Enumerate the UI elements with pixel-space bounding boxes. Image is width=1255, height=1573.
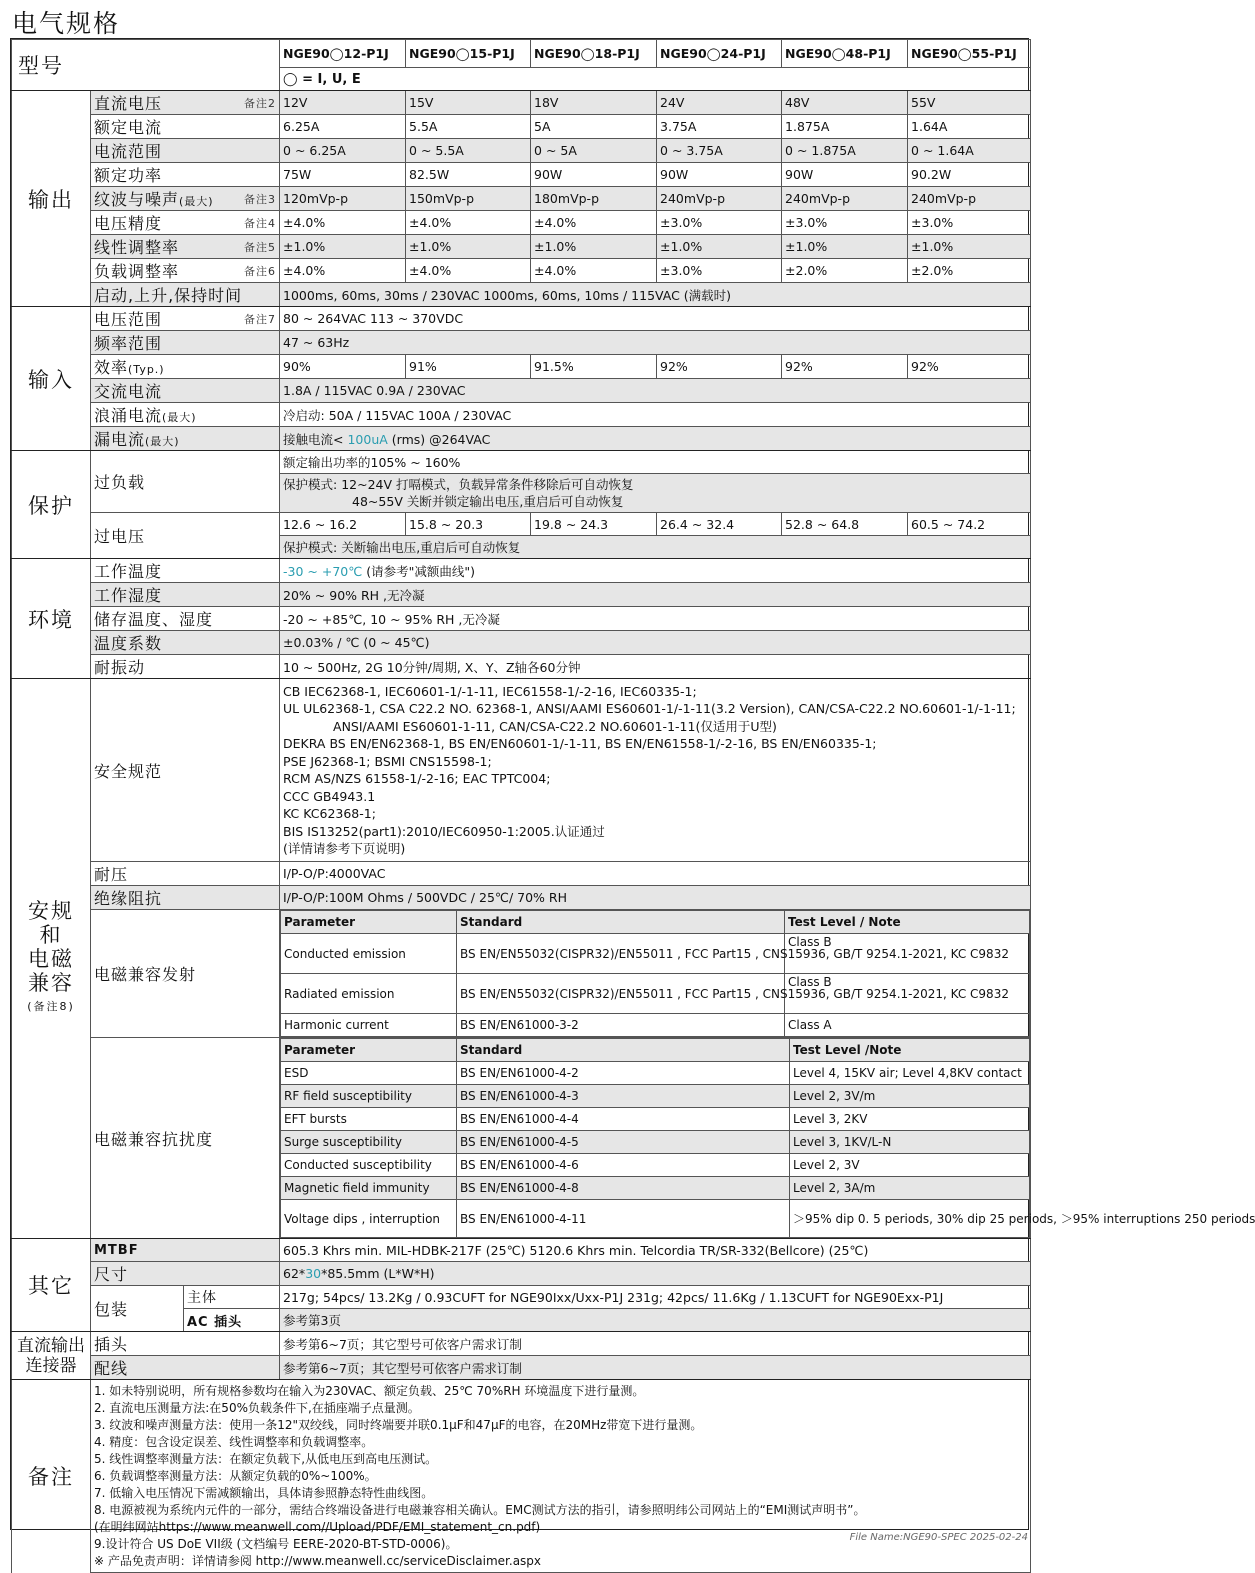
- leakage-value: 接触电流< 100uA (rms) @264VAC: [280, 427, 1031, 451]
- output-row-label: 负载调整率 备注6: [91, 259, 280, 283]
- ems-standard: BS EN/EN61000-4-3: [457, 1085, 790, 1108]
- emi-header: Standard: [457, 911, 785, 934]
- output-value: 0 ~ 5A: [531, 139, 657, 163]
- ems-header: Parameter: [281, 1039, 457, 1062]
- output-value: 90.2W: [908, 163, 1031, 187]
- input-row-label: 频率范围: [91, 331, 280, 355]
- model-name: NGE90◯12-P1J: [280, 40, 406, 68]
- notes-group-label: 备注: [12, 1380, 91, 1573]
- vibration-value: 10 ~ 500Hz, 2G 10分钟/周期, X、Y、Z轴各60分钟: [280, 655, 1031, 679]
- emi-standard: BS EN/EN55032(CISPR32)/EN55011 , FCC Part15 , CNS15936, GB/T 9254.1-2021, KC C9832: [457, 974, 785, 1014]
- ems-param: Surge susceptibility: [281, 1131, 457, 1154]
- output-value: 12V: [280, 91, 406, 115]
- output-value: ±1.0%: [280, 235, 406, 259]
- working-temp-value: -30 ~ +70℃ (请参考"减额曲线"): [280, 559, 1031, 583]
- input-row-label: 效率(Typ.): [91, 355, 280, 379]
- dc-cable-label: 配线: [91, 1356, 280, 1380]
- size-label: 尺寸: [91, 1262, 280, 1286]
- output-value: 5.5A: [406, 115, 531, 139]
- ems-level: Level 3, 2KV: [790, 1108, 1030, 1131]
- ems-param: Magnetic field immunity: [281, 1177, 457, 1200]
- input-row-label: 电压范围 备注7: [91, 307, 280, 331]
- output-value: ±2.0%: [782, 259, 908, 283]
- input-group-label: 输入: [12, 307, 91, 451]
- output-row-label: 线性调整率 备注5: [91, 235, 280, 259]
- ems-header: Test Level /Note: [790, 1039, 1030, 1062]
- emi-level: Class A: [785, 1014, 1030, 1037]
- output-value: ±3.0%: [782, 211, 908, 235]
- input-row-label: 交流电流: [91, 379, 280, 403]
- mtbf-label: MTBF: [91, 1239, 280, 1262]
- storage-value: -20 ~ +85℃, 10 ~ 95% RH ,无冷凝: [280, 607, 1031, 631]
- output-value: 180mVp-p: [531, 187, 657, 211]
- output-value: ±4.0%: [531, 259, 657, 283]
- output-value: 0 ~ 3.75A: [657, 139, 782, 163]
- ems-table: [280, 1038, 1255, 1238]
- ems-param: Conducted susceptibility: [281, 1154, 457, 1177]
- output-value: 90W: [782, 163, 908, 187]
- dc-cable-value: 参考第6~7页；其它型号可依客户需求订制: [280, 1356, 1031, 1380]
- ems-label: 电磁兼容抗扰度: [91, 1038, 280, 1239]
- output-value: ±4.0%: [406, 211, 531, 235]
- ovp-value: 19.8 ~ 24.3: [531, 513, 657, 536]
- input-voltage-value: 80 ~ 264VAC 113 ~ 370VDC: [280, 307, 1031, 331]
- startup-label: 启动,上升,保持时间: [91, 283, 280, 307]
- model-name: NGE90◯24-P1J: [657, 40, 782, 68]
- ovp-value: 60.5 ~ 74.2: [908, 513, 1031, 536]
- dc-plug-value: 参考第6~7页；其它型号可依客户需求订制: [280, 1332, 1031, 1356]
- ems-param: Voltage dips , interruption: [281, 1200, 457, 1238]
- ac-current-value: 1.8A / 115VAC 0.9A / 230VAC: [280, 379, 1031, 403]
- temp-coef-value: ±0.03% / ℃ (0 ~ 45℃): [280, 631, 1031, 655]
- output-row-label: 直流电压 备注2: [91, 91, 280, 115]
- overload-mode: 保护模式: 12~24V 打嗝模式，负载异常条件移除后可自动恢复 48~55V 关断并锁定输出电压,重启后可自动恢复: [280, 474, 1031, 513]
- output-value: 24V: [657, 91, 782, 115]
- output-value: ±4.0%: [531, 211, 657, 235]
- output-value: ±3.0%: [908, 211, 1031, 235]
- ems-param: EFT bursts: [281, 1108, 457, 1131]
- efficiency-value: 91.5%: [531, 355, 657, 379]
- env-row-label: 储存温度、湿度: [91, 607, 280, 631]
- input-row-label: 浪涌电流(最大): [91, 403, 280, 427]
- model-name: NGE90◯48-P1J: [782, 40, 908, 68]
- output-value: 240mVp-p: [657, 187, 782, 211]
- efficiency-value: 92%: [782, 355, 908, 379]
- ovp-mode: 保护模式: 关断输出电压,重启后可自动恢复: [280, 536, 1031, 559]
- input-row-label: 漏电流(最大): [91, 427, 280, 451]
- env-row-label: 耐振动: [91, 655, 280, 679]
- withstand-label: 耐压: [91, 862, 280, 886]
- ovp-value: 52.8 ~ 64.8: [782, 513, 908, 536]
- ovp-label: 过电压: [91, 513, 280, 559]
- ems-table-holder: [280, 1038, 1255, 1239]
- output-value: 0 ~ 1.64A: [908, 139, 1031, 163]
- emi-param: Harmonic current: [281, 1014, 457, 1037]
- output-value: 18V: [531, 91, 657, 115]
- ems-standard: BS EN/EN61000-4-6: [457, 1154, 790, 1177]
- ems-header: Standard: [457, 1039, 790, 1062]
- efficiency-value: 90%: [280, 355, 406, 379]
- overload-label: 过负载: [91, 451, 280, 513]
- size-value: 62*30*85.5mm (L*W*H): [280, 1262, 1031, 1286]
- output-value: 75W: [280, 163, 406, 187]
- ems-standard: BS EN/EN61000-4-8: [457, 1177, 790, 1200]
- output-value: ±1.0%: [657, 235, 782, 259]
- package-ac-value: 参考第3页: [280, 1309, 1031, 1332]
- output-value: 55V: [908, 91, 1031, 115]
- input-freq-value: 47 ~ 63Hz: [280, 331, 1031, 355]
- page-title: 电气规格: [12, 9, 121, 38]
- output-value: 240mVp-p: [908, 187, 1031, 211]
- output-value: 82.5W: [406, 163, 531, 187]
- dc-plug-label: 插头: [91, 1332, 280, 1356]
- output-row-label: 电流范围: [91, 139, 280, 163]
- output-value: ±3.0%: [657, 211, 782, 235]
- output-value: 0 ~ 6.25A: [280, 139, 406, 163]
- working-humidity-value: 20% ~ 90% RH ,无冷凝: [280, 583, 1031, 607]
- isolation-label: 绝缘阻抗: [91, 886, 280, 910]
- output-value: 150mVp-p: [406, 187, 531, 211]
- emi-header: Test Level / Note: [785, 911, 1030, 934]
- safety-standards-label: 安全规范: [91, 679, 280, 862]
- ems-param: ESD: [281, 1062, 457, 1085]
- spec-table: [11, 39, 1255, 1573]
- others-group-label: 其它: [12, 1239, 91, 1332]
- ems-level: Level 2, 3V/m: [790, 1085, 1030, 1108]
- package-main-value: 217g; 54pcs/ 13.2Kg / 0.93CUFT for NGE90Ixx/Uxx-P1J 231g; 42pcs/ 11.6Kg / 1.13CUFT for NGE90Exx-P1J: [280, 1286, 1031, 1309]
- output-row-label: 电压精度 备注4: [91, 211, 280, 235]
- withstand-value: I/P-O/P:4000VAC: [280, 862, 1031, 886]
- emi-table-holder: [280, 910, 1031, 1038]
- dc-connector-group-label: 直流输出连接器: [12, 1332, 91, 1380]
- emi-table: [280, 910, 1030, 1037]
- output-value: ±2.0%: [908, 259, 1031, 283]
- efficiency-value: 92%: [908, 355, 1031, 379]
- output-value: 0 ~ 1.875A: [782, 139, 908, 163]
- overload-range: 额定输出功率的105% ~ 160%: [280, 451, 1031, 474]
- environment-group-label: 环境: [12, 559, 91, 679]
- startup-value: 1000ms, 60ms, 30ms / 230VAC 1000ms, 60ms, 10ms / 115VAC (满载时): [280, 283, 1031, 307]
- ems-param: RF field susceptibility: [281, 1085, 457, 1108]
- output-row-label: 额定功率: [91, 163, 280, 187]
- output-value: 1.875A: [782, 115, 908, 139]
- notes-list: 1. 如未特别说明，所有规格参数均在输入为230VAC、额定负载、25℃ 70%RH 环境温度下进行量测。 2. 直流电压测量方法:在50%负载条件下,在插座端子点量测。 3. 纹波和噪声测量方法：使用一条12"双绞线，同时终端要并联0.1μF和47μF的电容，在20MHz带宽下进行量测。 4. 精度：包含设定误差、线性调整率和负载调整率。 5. 线性调整率测量方法：在额定负载下,从低电压到高电压测试。 6. 负载调整率测量方法：从额定负载的0%~100%。 7. 低输入电压情况下需减额输出，具体请参照静态特性曲线图。 8. 电源被视为系统内元件的一部分，需结合终端设备进行电磁兼容相关确认。EMC测试方法的指引，请参照明纬公司网站上的“EMI测试声明书”。 (在明纬网站https://www.meanwell.com//Upload/PDF/EMI_statement_cn.pdf) 9.设计符合 US DoE VII级 (文档编号 EERE-2020-BT-STD-0006)。 ※ 产品免责声明：详情请参阅 http://www.meanwell.cc/serviceDisclaimer.aspx: [91, 1380, 1031, 1573]
- output-value: ±1.0%: [782, 235, 908, 259]
- safety-standards-list: CB IEC62368-1, IEC60601-1/-1-11, IEC61558-1/-2-16, IEC60335-1; UL UL62368-1, CSA C22.2 NO. 62368-1, ANSI/AAMI ES60601-1/-1-11(3.2 Version), CAN/CSA-C22.2 NO.60601-1/-1-11; ANSI/AAMI ES60601-1-11, CAN/CSA-C22.2 NO.60601-1-11(仅适用于U型) DEKRA BS EN/EN62368-1, BS EN/EN60601-1/-1-11, BS EN/EN61558-1/-2-16, BS EN/EN60335-1; PSE J62368-1; BSMI CNS15598-1; RCM AS/NZS 61558-1/-2-16; EAC TPTC004; CCC GB4943.1 KC KC62368-1; BIS IS13252(part1):2010/IEC60950-1:2005.认证通过 (详情请参考下页说明): [280, 679, 1031, 862]
- file-footer: File Name:NGE90-SPEC 2025-02-24: [849, 1532, 1028, 1543]
- output-value: 90W: [657, 163, 782, 187]
- model-label: 型号: [12, 40, 280, 91]
- output-row-label: 纹波与噪声(最大) 备注3: [91, 187, 280, 211]
- output-value: 90W: [531, 163, 657, 187]
- ems-level: Level 4, 15KV air; Level 4,8KV contact: [790, 1062, 1030, 1085]
- output-value: ±1.0%: [406, 235, 531, 259]
- ems-level: ＞95% dip 0. 5 periods, 30% dip 25 periods, ＞95% interruptions 250 periods: [790, 1200, 1030, 1238]
- output-row-label: 额定电流: [91, 115, 280, 139]
- model-name: NGE90◯18-P1J: [531, 40, 657, 68]
- output-value: 6.25A: [280, 115, 406, 139]
- mtbf-value: 605.3 Khrs min. MIL-HDBK-217F (25℃) 5120.6 Khrs min. Telcordia TR/SR-332(Bellcore) (25℃): [280, 1239, 1031, 1262]
- output-value: ±1.0%: [531, 235, 657, 259]
- ems-level: Level 2, 3V: [790, 1154, 1030, 1177]
- output-value: 0 ~ 5.5A: [406, 139, 531, 163]
- ems-standard: BS EN/EN61000-4-5: [457, 1131, 790, 1154]
- output-value: 15V: [406, 91, 531, 115]
- efficiency-value: 91%: [406, 355, 531, 379]
- output-group-label: 输出: [12, 91, 91, 307]
- emi-standard: BS EN/EN55032(CISPR32)/EN55011 , FCC Part15 , CNS15936, GB/T 9254.1-2021, KC C9832: [457, 934, 785, 974]
- ems-standard: BS EN/EN61000-4-4: [457, 1108, 790, 1131]
- package-label: 包装: [91, 1286, 184, 1332]
- output-value: 120mVp-p: [280, 187, 406, 211]
- ems-level: Level 2, 3A/m: [790, 1177, 1030, 1200]
- package-ac-label: AC 插头: [184, 1309, 280, 1332]
- emi-standard: BS EN/EN61000-3-2: [457, 1014, 785, 1037]
- output-value: ±3.0%: [657, 259, 782, 283]
- efficiency-value: 92%: [657, 355, 782, 379]
- output-value: 48V: [782, 91, 908, 115]
- emi-header: Parameter: [281, 911, 457, 934]
- output-value: ±1.0%: [908, 235, 1031, 259]
- emi-param: Radiated emission: [281, 974, 457, 1014]
- output-value: 240mVp-p: [782, 187, 908, 211]
- ovp-value: 26.4 ~ 32.4: [657, 513, 782, 536]
- output-value: 3.75A: [657, 115, 782, 139]
- emi-param: Conducted emission: [281, 934, 457, 974]
- env-row-label: 温度系数: [91, 631, 280, 655]
- safety-group-label: 安规 和 电磁 兼容 (备注8): [12, 679, 91, 1239]
- isolation-value: I/P-O/P:100M Ohms / 500VDC / 25℃/ 70% RH: [280, 886, 1031, 910]
- model-name: NGE90◯55-P1J: [908, 40, 1031, 68]
- env-row-label: 工作温度: [91, 559, 280, 583]
- output-value: 1.64A: [908, 115, 1031, 139]
- ems-standard: BS EN/EN61000-4-2: [457, 1062, 790, 1085]
- ovp-value: 12.6 ~ 16.2: [280, 513, 406, 536]
- emi-level: Class B: [785, 934, 1030, 974]
- output-value: ±4.0%: [280, 211, 406, 235]
- env-row-label: 工作湿度: [91, 583, 280, 607]
- ems-level: Level 3, 1KV/L-N: [790, 1131, 1030, 1154]
- ovp-value: 15.8 ~ 20.3: [406, 513, 531, 536]
- emi-level: Class B: [785, 974, 1030, 1014]
- package-main-label: 主体: [184, 1286, 280, 1309]
- protection-group-label: 保护: [12, 451, 91, 559]
- model-variant: ◯ = I, U, E: [280, 68, 1031, 91]
- inrush-value: 冷启动: 50A / 115VAC 100A / 230VAC: [280, 403, 1031, 427]
- emi-label: 电磁兼容发射: [91, 910, 280, 1038]
- model-name: NGE90◯15-P1J: [406, 40, 531, 68]
- output-value: 5A: [531, 115, 657, 139]
- output-value: ±4.0%: [406, 259, 531, 283]
- ems-standard: BS EN/EN61000-4-11: [457, 1200, 790, 1238]
- output-value: ±4.0%: [280, 259, 406, 283]
